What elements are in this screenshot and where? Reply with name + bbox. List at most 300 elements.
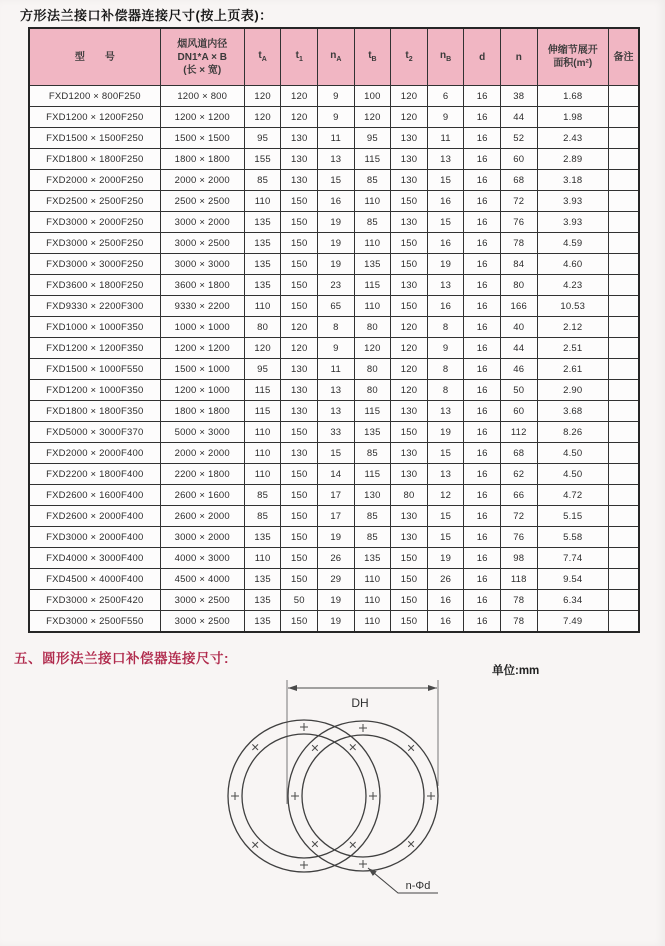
table-cell: 9 (318, 107, 355, 128)
table-cell: 16 (464, 401, 501, 422)
table-cell: 7.49 (537, 611, 608, 633)
table-cell: 130 (354, 485, 391, 506)
table-cell: 13 (318, 149, 355, 170)
table-cell: 130 (391, 212, 428, 233)
table-cell: 166 (500, 296, 537, 317)
table-cell: 8 (427, 359, 464, 380)
table-row (29, 359, 639, 380)
table-cell: 4.59 (537, 233, 608, 254)
dimension-table (28, 27, 640, 633)
table-cell: 19 (318, 233, 355, 254)
table-cell: 8.26 (537, 422, 608, 443)
table-row (29, 590, 639, 611)
table-cell: 150 (281, 611, 318, 633)
table-row (29, 401, 639, 422)
table-cell: 150 (391, 569, 428, 590)
table-cell: 100 (354, 86, 391, 107)
table-cell: 110 (354, 233, 391, 254)
table-cell: 5.15 (537, 506, 608, 527)
table-cell: 16 (464, 212, 501, 233)
table-cell: 110 (244, 443, 281, 464)
table-cell: 16 (464, 170, 501, 191)
table-row (29, 464, 639, 485)
table-cell: 1800 × 1800 (160, 149, 244, 170)
table-cell: 16 (464, 548, 501, 569)
table-cell: FXD2000 × 2000F400 (29, 443, 160, 464)
table-cell (608, 464, 639, 485)
table-cell (608, 338, 639, 359)
table-cell: 110 (354, 611, 391, 633)
table-cell (608, 296, 639, 317)
header-line: (长 × 宽) (183, 64, 222, 76)
col-header-duct-diameter (160, 28, 244, 86)
table-cell: 150 (391, 590, 428, 611)
table-cell (608, 506, 639, 527)
table-cell: 135 (244, 611, 281, 633)
table-cell: FXD3000 × 3000F250 (29, 254, 160, 275)
table-cell: 13 (318, 401, 355, 422)
table-cell: 40 (500, 317, 537, 338)
table-cell (608, 485, 639, 506)
table-cell: 120 (354, 338, 391, 359)
table-cell: 16 (464, 86, 501, 107)
table-cell: 135 (354, 254, 391, 275)
table-cell: 16 (464, 338, 501, 359)
table-cell: FXD1200 × 1200F350 (29, 338, 160, 359)
table-cell: 15 (318, 443, 355, 464)
table-cell: 120 (244, 338, 281, 359)
table-cell: FXD1200 × 1200F250 (29, 107, 160, 128)
table-cell: 2600 × 2000 (160, 506, 244, 527)
table-cell: 19 (427, 548, 464, 569)
table-cell: 95 (354, 128, 391, 149)
table-cell: 8 (427, 317, 464, 338)
table-cell: 150 (391, 548, 428, 569)
table-cell: 115 (244, 380, 281, 401)
table-cell: 95 (244, 128, 281, 149)
table-cell: 8 (427, 380, 464, 401)
table-cell: 150 (391, 296, 428, 317)
table-cell: 135 (354, 548, 391, 569)
table-row (29, 107, 639, 128)
table-cell: 120 (281, 107, 318, 128)
table-cell: 135 (244, 254, 281, 275)
table-cell: 112 (500, 422, 537, 443)
table-cell: 150 (281, 527, 318, 548)
table-cell: 16 (464, 590, 501, 611)
table-cell (608, 191, 639, 212)
table-cell: 150 (281, 485, 318, 506)
table-cell: 15 (427, 212, 464, 233)
table-cell: 150 (391, 611, 428, 633)
flange-ring-right (288, 721, 438, 871)
table-cell (608, 380, 639, 401)
table-cell: 29 (318, 569, 355, 590)
table-cell: 130 (391, 149, 428, 170)
table-cell: 16 (464, 380, 501, 401)
table-cell (608, 107, 639, 128)
table-cell: 50 (281, 590, 318, 611)
table-cell: 130 (391, 170, 428, 191)
table-cell: FXD5000 × 3000F370 (29, 422, 160, 443)
table-cell (608, 86, 639, 107)
table-cell: 16 (427, 611, 464, 633)
table-cell: FXD4500 × 4000F400 (29, 569, 160, 590)
table-cell: 12 (427, 485, 464, 506)
table-cell: 65 (318, 296, 355, 317)
table-cell: FXD3000 × 2000F400 (29, 527, 160, 548)
table-cell: 16 (427, 590, 464, 611)
table-cell: 9 (318, 338, 355, 359)
table-cell: 4.72 (537, 485, 608, 506)
table-cell: 23 (318, 275, 355, 296)
table-cell: 110 (354, 590, 391, 611)
header-line: DN1*A × B (177, 51, 227, 63)
table-row (29, 254, 639, 275)
table-cell: 16 (464, 254, 501, 275)
table-cell (608, 170, 639, 191)
table-cell: 16 (464, 191, 501, 212)
table-cell: 130 (281, 401, 318, 422)
table-cell: 120 (281, 338, 318, 359)
table-cell: 85 (354, 212, 391, 233)
table-cell: 110 (244, 548, 281, 569)
table-cell: 3.18 (537, 170, 608, 191)
table-cell (608, 317, 639, 338)
table-cell: 150 (281, 254, 318, 275)
table-cell: FXD3000 × 2000F250 (29, 212, 160, 233)
table-cell: 19 (427, 254, 464, 275)
table-cell: 150 (281, 233, 318, 254)
table-cell: 19 (318, 590, 355, 611)
table-cell: 17 (318, 506, 355, 527)
table-cell: 130 (391, 275, 428, 296)
table-cell: 110 (244, 296, 281, 317)
table-cell: FXD1200 × 1000F350 (29, 380, 160, 401)
table-cell: 62 (500, 464, 537, 485)
table-cell: 120 (354, 107, 391, 128)
table-body (29, 86, 639, 633)
table-cell: 16 (464, 296, 501, 317)
table-cell: 13 (427, 401, 464, 422)
table-cell: 150 (281, 464, 318, 485)
table-cell: 15 (427, 527, 464, 548)
table-cell: 130 (281, 149, 318, 170)
table-row (29, 443, 639, 464)
table-cell: 150 (281, 212, 318, 233)
table-cell: 2.61 (537, 359, 608, 380)
table-cell: 11 (318, 359, 355, 380)
table-cell: 68 (500, 170, 537, 191)
table-row (29, 170, 639, 191)
table-cell: 95 (244, 359, 281, 380)
table-cell: 110 (244, 464, 281, 485)
table-cell: 3000 × 2500 (160, 590, 244, 611)
table-cell: 3.68 (537, 401, 608, 422)
table-row (29, 296, 639, 317)
table-row (29, 128, 639, 149)
table-cell: 84 (500, 254, 537, 275)
table-cell: 115 (244, 401, 281, 422)
flange-diagram (180, 672, 480, 946)
table-cell: FXD4000 × 3000F400 (29, 548, 160, 569)
table-cell: 2000 × 2000 (160, 170, 244, 191)
square-flange-table-title: 方形法兰接口补偿器连接尺寸(按上页表)： (20, 8, 273, 23)
table-cell: 2.43 (537, 128, 608, 149)
table-cell: 85 (354, 506, 391, 527)
table-cell: 8 (318, 317, 355, 338)
table-cell: 135 (244, 212, 281, 233)
table-cell (608, 233, 639, 254)
round-flange-section-title: 五、圆形法兰接口补偿器连接尺寸: (14, 651, 229, 666)
table-cell: 7.74 (537, 548, 608, 569)
table-cell: 85 (244, 506, 281, 527)
col-header-nB: $n_B$ (427, 28, 464, 86)
table-cell: 15 (318, 170, 355, 191)
table-cell: 130 (281, 359, 318, 380)
table-cell: 130 (281, 443, 318, 464)
table-cell: 130 (391, 401, 428, 422)
table-cell: FXD9330 × 2200F300 (29, 296, 160, 317)
table-cell: 2500 × 2500 (160, 191, 244, 212)
table-cell: FXD1500 × 1500F250 (29, 128, 160, 149)
table-cell (608, 359, 639, 380)
table-cell: 2.12 (537, 317, 608, 338)
table-cell (608, 401, 639, 422)
table-cell: 78 (500, 233, 537, 254)
table-cell: 17 (318, 485, 355, 506)
table-cell: 4500 × 4000 (160, 569, 244, 590)
table-cell: 44 (500, 107, 537, 128)
table-cell: 80 (354, 317, 391, 338)
table-cell: 150 (281, 275, 318, 296)
header-line: 烟风道内径 (177, 38, 228, 50)
table-cell: 46 (500, 359, 537, 380)
table-cell: 150 (281, 422, 318, 443)
table-cell: 2.89 (537, 149, 608, 170)
table-cell: 2600 × 1600 (160, 485, 244, 506)
table-cell: 16 (464, 527, 501, 548)
table-cell: 80 (354, 359, 391, 380)
table-cell: 3600 × 1800 (160, 275, 244, 296)
table-cell: FXD3000 × 2500F250 (29, 233, 160, 254)
bolt-hole-marks-left (231, 723, 377, 869)
table-cell (608, 527, 639, 548)
table-cell: FXD1000 × 1000F350 (29, 317, 160, 338)
table-cell: 33 (318, 422, 355, 443)
table-cell (608, 422, 639, 443)
table-cell: 16 (427, 233, 464, 254)
table-cell: 26 (427, 569, 464, 590)
table-cell: 110 (354, 569, 391, 590)
table-cell: FXD1500 × 1000F550 (29, 359, 160, 380)
table-cell: 9.54 (537, 569, 608, 590)
table-cell: 60 (500, 401, 537, 422)
table-cell: 19 (427, 422, 464, 443)
table-cell: 19 (318, 212, 355, 233)
table-cell: 15 (427, 443, 464, 464)
table-cell: 16 (464, 128, 501, 149)
table-cell: 135 (354, 422, 391, 443)
table-cell: 80 (354, 380, 391, 401)
table-cell: FXD1800 × 1800F250 (29, 149, 160, 170)
table-cell: 1500 × 1500 (160, 128, 244, 149)
table-cell: 85 (354, 443, 391, 464)
table-cell: 9 (427, 107, 464, 128)
table-row (29, 317, 639, 338)
table-cell: 120 (391, 359, 428, 380)
table-cell (608, 254, 639, 275)
table-cell: FXD2600 × 2000F400 (29, 506, 160, 527)
table-cell: 115 (354, 275, 391, 296)
table-cell: 98 (500, 548, 537, 569)
table-cell: 85 (244, 170, 281, 191)
table-cell (608, 149, 639, 170)
table-cell: 52 (500, 128, 537, 149)
table-cell: 155 (244, 149, 281, 170)
table-cell: 1.68 (537, 86, 608, 107)
table-cell: 16 (464, 359, 501, 380)
table-cell: 78 (500, 611, 537, 633)
table-cell: 76 (500, 212, 537, 233)
table-cell: 16 (464, 107, 501, 128)
table-cell: 1.98 (537, 107, 608, 128)
table-row (29, 422, 639, 443)
table-cell: 78 (500, 590, 537, 611)
col-header-t2: $t_2$ (391, 28, 428, 86)
table-cell: 1200 × 1200 (160, 107, 244, 128)
table-cell: 150 (391, 422, 428, 443)
table-cell: 1000 × 1000 (160, 317, 244, 338)
table-cell: 110 (244, 191, 281, 212)
table-cell: 120 (281, 317, 318, 338)
table-cell: 19 (318, 254, 355, 275)
table-cell: 3.93 (537, 212, 608, 233)
table-cell: 9330 × 2200 (160, 296, 244, 317)
table-cell: 26 (318, 548, 355, 569)
table-cell: 5.58 (537, 527, 608, 548)
table-cell: 16 (464, 233, 501, 254)
table-cell: 130 (391, 443, 428, 464)
table-cell: 11 (318, 128, 355, 149)
table-cell: 85 (354, 170, 391, 191)
table-row (29, 275, 639, 296)
table-cell (608, 569, 639, 590)
col-header-n: n (500, 28, 537, 86)
table-cell: FXD3000 × 2500F420 (29, 590, 160, 611)
table-cell: 16 (464, 569, 501, 590)
table-row (29, 569, 639, 590)
table-cell: 130 (281, 170, 318, 191)
table-cell: 135 (244, 527, 281, 548)
table-cell: 110 (354, 296, 391, 317)
table-cell: 16 (464, 443, 501, 464)
table-cell: 68 (500, 443, 537, 464)
col-header-model: 型 号 (29, 28, 160, 86)
table-cell: 16 (427, 296, 464, 317)
table-cell: 16 (464, 464, 501, 485)
table-cell: 16 (464, 611, 501, 633)
table-cell: 3000 × 2000 (160, 212, 244, 233)
table-cell: 2000 × 2000 (160, 443, 244, 464)
col-header-d: d (464, 28, 501, 86)
table-cell: 110 (244, 422, 281, 443)
table-cell (608, 275, 639, 296)
table-row (29, 233, 639, 254)
table-cell: 15 (427, 506, 464, 527)
table-cell: 85 (244, 485, 281, 506)
table-cell: 150 (391, 233, 428, 254)
table-cell (608, 443, 639, 464)
table-cell: 50 (500, 380, 537, 401)
table-cell: FXD2000 × 2000F250 (29, 170, 160, 191)
table-cell: 10.53 (537, 296, 608, 317)
table-cell: 13 (427, 275, 464, 296)
table-cell (608, 611, 639, 633)
table-cell: 135 (244, 590, 281, 611)
col-header-nA: $n_A$ (318, 28, 355, 86)
table-cell (608, 128, 639, 149)
table-cell: 1200 × 1200 (160, 338, 244, 359)
table-cell: 130 (391, 527, 428, 548)
table-row (29, 212, 639, 233)
table-cell: 120 (391, 107, 428, 128)
table-cell: 150 (391, 191, 428, 212)
table-cell: 80 (244, 317, 281, 338)
table-cell: 2.90 (537, 380, 608, 401)
table-cell: 150 (281, 296, 318, 317)
table-cell (608, 548, 639, 569)
table-cell: 150 (391, 254, 428, 275)
table-cell: 13 (318, 380, 355, 401)
table-cell: 6.34 (537, 590, 608, 611)
table-cell: 150 (281, 569, 318, 590)
table-row (29, 191, 639, 212)
table-cell: 16 (427, 191, 464, 212)
table-cell: 120 (391, 317, 428, 338)
table-cell: FXD1800 × 1800F350 (29, 401, 160, 422)
leader-label: n-Φd (405, 880, 431, 892)
table-cell: 16 (464, 506, 501, 527)
table-row (29, 485, 639, 506)
flange-ring-left (228, 720, 380, 872)
table-cell: 135 (244, 275, 281, 296)
table-cell: FXD3000 × 2500F550 (29, 611, 160, 633)
table-cell: 16 (464, 317, 501, 338)
table-cell: 115 (354, 149, 391, 170)
table-cell: 6 (427, 86, 464, 107)
table-cell: 120 (281, 86, 318, 107)
table-cell: 130 (391, 506, 428, 527)
table-cell: 4.50 (537, 464, 608, 485)
table-row (29, 506, 639, 527)
table-cell: 115 (354, 401, 391, 422)
table-cell: 4.60 (537, 254, 608, 275)
table-cell: 2.51 (537, 338, 608, 359)
col-header-tA: $t_A$ (244, 28, 281, 86)
table-cell: 15 (427, 170, 464, 191)
table-cell: 66 (500, 485, 537, 506)
table-cell: 16 (464, 275, 501, 296)
header-line: 伸缩节展开 (547, 45, 598, 56)
table-cell: FXD2200 × 1800F400 (29, 464, 160, 485)
table-cell: 118 (500, 569, 537, 590)
table-cell: FXD1200 × 800F250 (29, 86, 160, 107)
table-cell: 120 (391, 86, 428, 107)
table-cell: 4.50 (537, 443, 608, 464)
table-row (29, 611, 639, 633)
table-cell: 1800 × 1800 (160, 401, 244, 422)
